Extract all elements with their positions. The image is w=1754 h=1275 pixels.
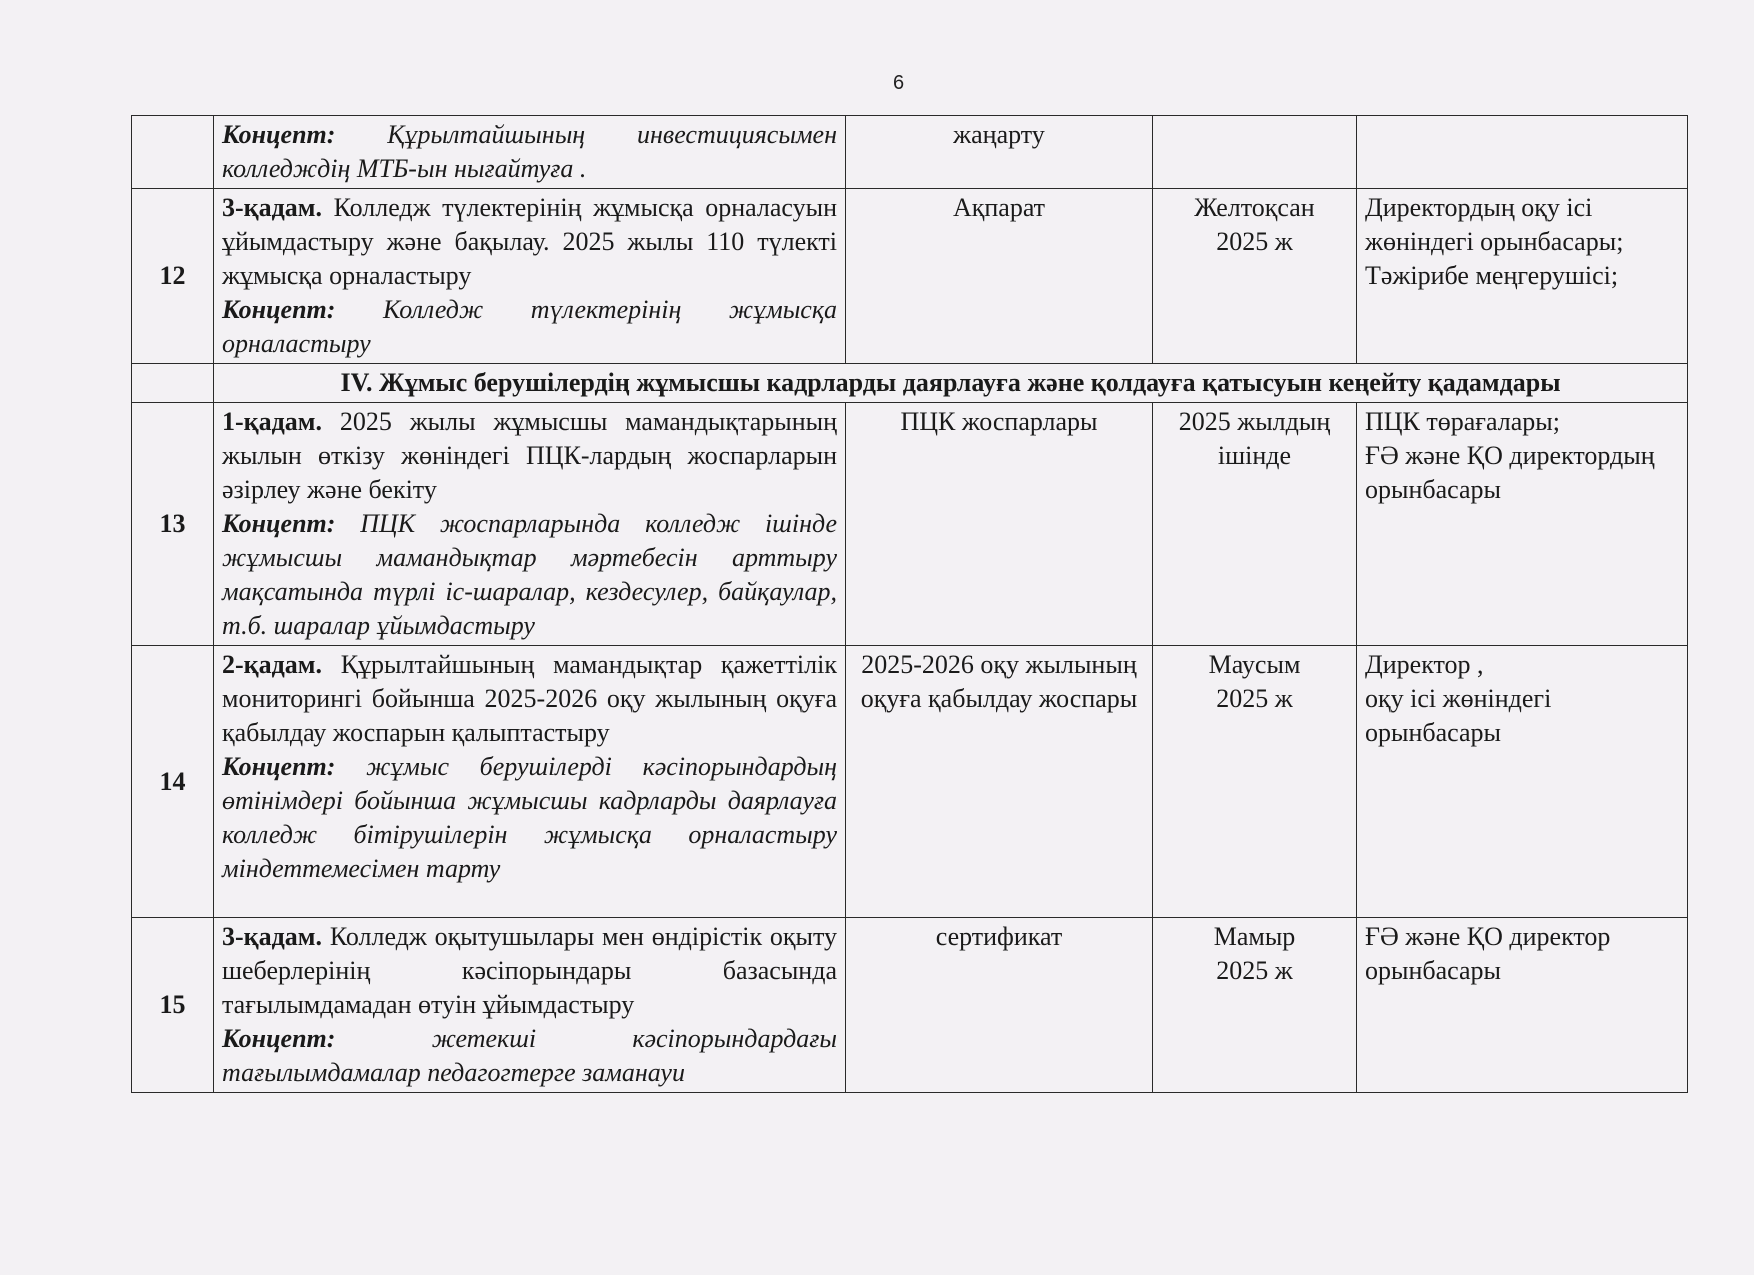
- responsible-cell: [1357, 918, 1688, 1093]
- section-title: IV. Жұмыс берушілердің жұмысшы кадрларды даярлауға және қолдауға қатысуын кеңейту қадамдары: [214, 364, 1688, 403]
- step-label: 1-қадам.: [222, 407, 323, 436]
- responsible-cell: [1357, 646, 1688, 918]
- responsible-1: Директор ,: [1365, 650, 1484, 679]
- date-month: Мамыр: [1213, 922, 1296, 951]
- concept-label: Концепт:: [222, 509, 336, 538]
- section-number-cell: [132, 364, 214, 403]
- table-row-12: [132, 189, 1688, 364]
- date-year: 2025 ж: [1216, 684, 1293, 713]
- responsible-cell: [1357, 116, 1688, 189]
- date-cell: [1153, 116, 1357, 189]
- step-label: 3-қадам.: [222, 193, 323, 222]
- responsible-1: Директордың оқу ісі жөніндегі орынбасары;: [1365, 193, 1624, 256]
- concept-text: Құрылтайшының инвестициясымен колледждің МТБ-ын нығайтуға .: [222, 120, 837, 183]
- result-cell: [846, 403, 1153, 646]
- page-number: 6: [893, 72, 905, 94]
- responsible-1: ПЦК төрағалары;: [1365, 407, 1560, 436]
- date-cell: [1153, 403, 1357, 646]
- result-text: 2025-2026 оқу жылының оқуға қабылдау жоспары: [860, 650, 1138, 713]
- step-label: 3-қадам.: [222, 922, 323, 951]
- responsible-2: оқу ісі жөніндегі орынбасары: [1365, 684, 1552, 747]
- date-year: 2025 ж: [1216, 956, 1293, 985]
- table-row-13: [132, 403, 1688, 646]
- responsible-1: ҒӘ және ҚО директор орынбасары: [1365, 922, 1611, 985]
- concept-label: Концепт:: [222, 120, 336, 149]
- description-cell: [214, 918, 846, 1093]
- step-text: Колледж түлектерінің жұмысқа орналасуын ұйымдастыру және бақылау. 2025 жылы 110 түлекті жұмысқа орналастыру: [222, 193, 838, 290]
- concept-label: Концепт:: [222, 1024, 336, 1053]
- step-text: Колледж оқытушылары мен өндірістік оқыту шеберлерінің кәсіпорындары базасында тағылымдамадан өтуін ұйымдастыру: [222, 922, 837, 1019]
- description-cell: [214, 646, 846, 918]
- result-cell: [846, 918, 1153, 1093]
- result-cell: [846, 189, 1153, 364]
- table-row-continued: [132, 116, 1688, 189]
- description-cell: [214, 116, 846, 189]
- result-text: жаңарту: [953, 120, 1045, 149]
- date-month: Маусым: [1208, 650, 1301, 679]
- concept-text: ПЦК жоспарларында колледж ішінде жұмысшы мамандықтар мәртебесін арттыру мақсатында түрлі іс-шаралар, кездесулер, байқаулар, т.б. шаралар ұйымдастыру: [222, 509, 837, 640]
- row-number: 15: [132, 918, 214, 1093]
- description-cell: [214, 189, 846, 364]
- date-line-1: 2025 жылдың: [1178, 407, 1331, 436]
- date-cell: [1153, 646, 1357, 918]
- section-header-row: [132, 364, 1688, 403]
- concept-text: жетекші кәсіпорындардағы тағылымдамалар педагогтерге заманауи: [222, 1024, 837, 1087]
- table-row-14: [132, 646, 1688, 918]
- action-plan-table: [131, 115, 1688, 1093]
- step-text: Құрылтайшының мамандықтар қажеттілік мониторингі бойынша 2025-2026 оқу жылының оқуға қабылдау жоспарын қалыптастыру: [222, 650, 837, 747]
- date-year: 2025 ж: [1216, 227, 1293, 256]
- responsible-cell: [1357, 403, 1688, 646]
- responsible-2: ҒӘ және ҚО директордың орынбасары: [1365, 441, 1655, 504]
- result-cell: [846, 646, 1153, 918]
- table-row-15: [132, 918, 1688, 1093]
- concept-label: Концепт:: [222, 752, 336, 781]
- date-cell: [1153, 918, 1357, 1093]
- row-number: 12: [132, 189, 214, 364]
- description-cell: [214, 403, 846, 646]
- date-line-2: ішінде: [1217, 441, 1292, 470]
- row-number: 14: [132, 646, 214, 918]
- date-month: Желтоқсан: [1194, 193, 1315, 222]
- result-text: Ақпарат: [952, 193, 1046, 222]
- concept-label: Концепт:: [222, 295, 336, 324]
- row-number: 13: [132, 403, 214, 646]
- result-text: ПЦК жоспарлары: [900, 407, 1098, 436]
- result-cell: [846, 116, 1153, 189]
- concept-text: жұмыс берушілерді кәсіпорындардың өтінімдері бойынша жұмысшы кадрларды даярлауға колледж бітірушілерін жұмысқа орналастыру міндеттемесімен тарту: [222, 752, 838, 883]
- result-text: сертификат: [935, 922, 1063, 951]
- row-number-cell: [132, 116, 214, 189]
- step-text: 2025 жылы жұмысшы мамандықтарының жылын өткізу жөніндегі ПЦК-лардың жоспарларын әзірлеу және бекіту: [222, 407, 838, 504]
- responsible-cell: [1357, 189, 1688, 364]
- concept-text: Колледж түлектерінің жұмысқа орналастыру: [222, 295, 837, 358]
- step-label: 2-қадам.: [222, 650, 323, 679]
- responsible-2: Тәжірибе меңгерушісі;: [1365, 261, 1619, 290]
- date-cell: [1153, 189, 1357, 364]
